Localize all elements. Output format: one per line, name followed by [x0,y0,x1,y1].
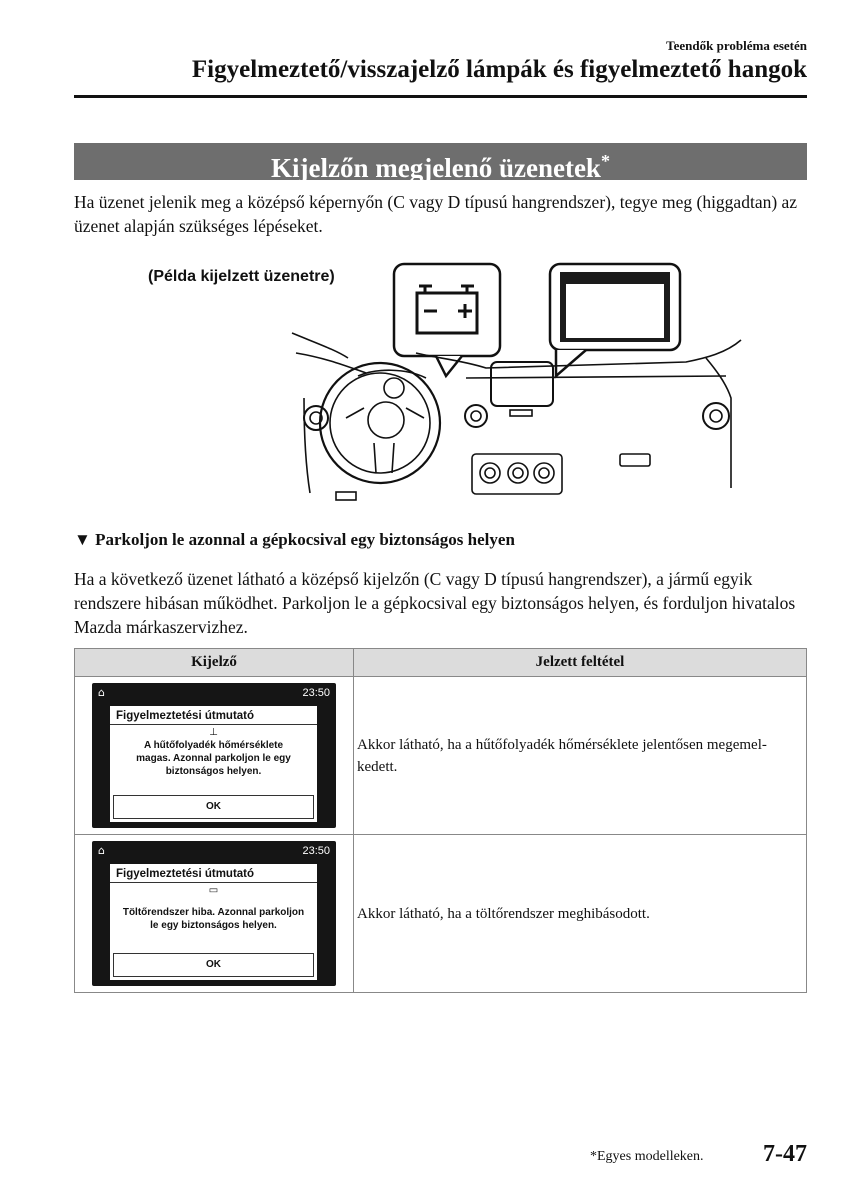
display-cell [75,835,354,993]
footnote: *Egyes modelleken. [590,1149,704,1164]
subsection-heading [74,530,515,550]
battery-callout-box [394,264,500,356]
chapter-divider [74,95,807,98]
breadcrumb: Teendők probléma esetén [666,38,807,53]
steering-wheel [320,363,440,483]
screen-mockup [92,683,336,828]
dialog-message: A hűtőfolyadék hőmérséklete magas. Azonnal parkoljon le egy biztonságos helyen. [136,740,291,777]
screen-mockup [92,841,336,986]
table-row [75,677,807,835]
warning-messages-table [74,648,807,993]
condition-cell: Akkor látható, ha a hűtőfolyadék hőmérséklete jelentősen megemel-kedett. [354,677,807,835]
display-cell [75,677,354,835]
clock-time: 23:50 [302,845,330,857]
dashboard-illustration [286,258,746,520]
intro-paragraph: Ha üzenet jelenik meg a középső képernyőn (C vagy D típusú hangrendszer), tegye meg (higgadtan) az üzenet alapján szükséges lépéseket. [74,192,798,236]
page-number: 7-47 [763,1141,807,1167]
dialog-message: Töltőrendszer hiba. Azonnal parkoljon le egy biztonságos helyen. [122,907,305,931]
table-header-row [75,649,807,677]
table-row [75,835,807,993]
battery-icon: ▭ [208,885,219,896]
dialog-title: Figyelmeztetési útmutató [110,706,317,725]
subsection-heading-text: Parkoljon le azonnal a gépkocsival egy biztonságos helyen [95,530,515,549]
section-title: Kijelzőn megjelenő üzenetek [271,153,601,183]
warning-dialog [110,864,317,980]
dialog-title: Figyelmeztetési útmutató [110,864,317,883]
column-header-display: Kijelző [75,649,354,677]
coolant-temperature-icon: ⊥ [209,727,218,738]
home-icon: ⌂ [98,844,105,857]
ok-button[interactable]: OK [113,795,314,819]
column-header-condition: Jelzett feltétel [354,649,807,677]
screen-callout-pointer [556,350,586,376]
clock-time: 23:50 [302,687,330,699]
triangle-marker-icon: ▼ [74,530,91,549]
vent-left [304,406,328,430]
center-display [491,362,553,406]
subsection-body: Ha a következő üzenet látható a középső kijelzőn (C vagy D típusú hangrendszer), a jármű egyik rendszere hibásan működhet. Parkoljon le a gépkocsival egy biztonságos helyen, és forduljon hivatalos Mazda márkaszervizhez. [74,569,796,637]
condition-cell: Akkor látható, ha a töltőrendszer meghibásodott. [354,835,807,993]
vent-right [703,403,729,429]
vent-center-left [465,405,487,427]
warning-dialog [110,706,317,822]
chapter-title: Figyelmeztető/visszajelző lámpák és figyelmeztető hangok [191,56,807,83]
section-title-banner [74,143,807,183]
home-icon: ⌂ [98,686,105,699]
section-title-asterisk: * [600,151,610,171]
ok-button[interactable]: OK [113,953,314,977]
example-label: (Példa kijelzett üzenetre) [148,268,335,285]
